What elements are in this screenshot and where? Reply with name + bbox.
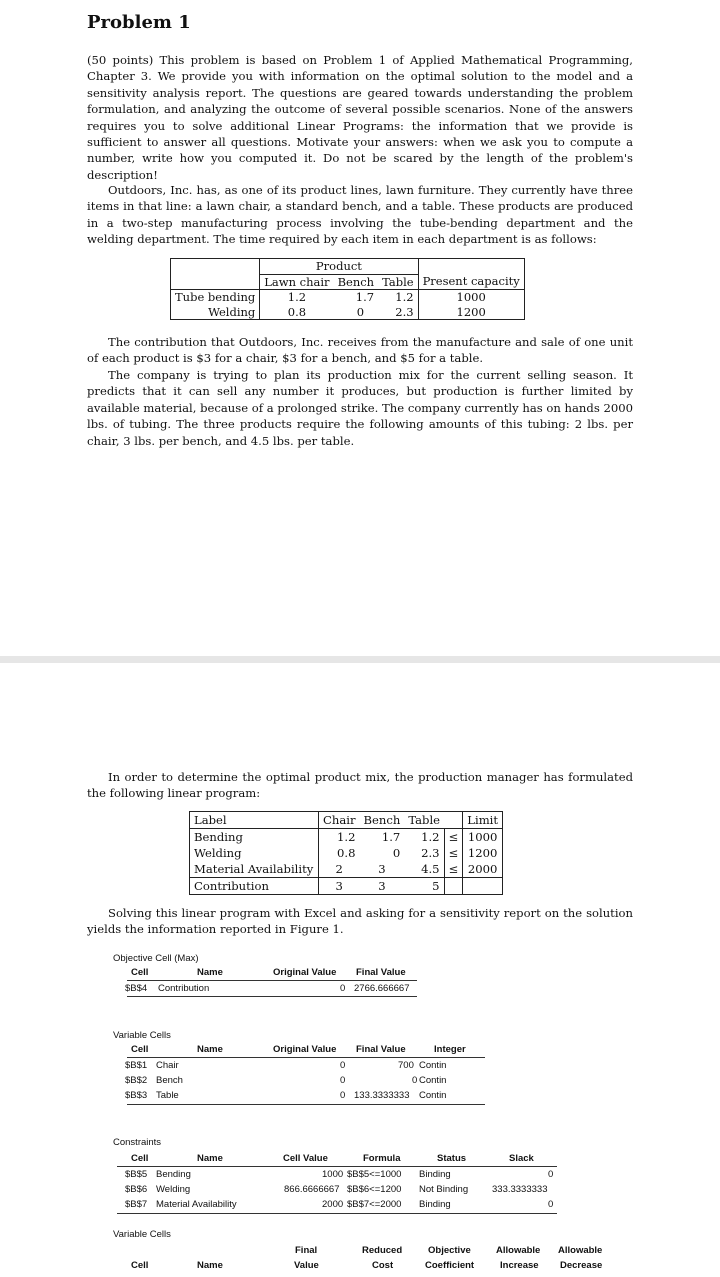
lp-cell: 0.8 <box>337 846 356 860</box>
lp-cell: 1.2 <box>337 830 356 844</box>
con-status: Binding <box>419 1169 451 1180</box>
lp-header-label: Label <box>190 812 319 829</box>
variables2-title: Variable Cells <box>113 1229 171 1240</box>
col-lawn-chair: Lawn chair <box>260 274 334 290</box>
hdr-cost: Cost <box>372 1260 394 1271</box>
con-cell-ref: $B$7 <box>125 1199 148 1210</box>
var-cell-ref: $B$1 <box>125 1060 148 1071</box>
lp-sign: ≤ <box>444 829 463 846</box>
lp-cell: 2.3 <box>421 846 440 860</box>
con-slack: 333.3333333 <box>492 1184 548 1195</box>
row-label: Welding <box>171 305 260 320</box>
lp-row-label: Welding <box>190 845 319 861</box>
objective-name: Contribution <box>158 983 210 994</box>
variable-cells-detail-section <box>113 1229 613 1275</box>
lp-limit: 2000 <box>463 861 503 878</box>
hdr-final-value: Final Value <box>356 1044 406 1055</box>
con-name: Bending <box>156 1169 191 1180</box>
lp-cell: 0 <box>392 846 401 860</box>
objective-original: 0 <box>340 983 346 994</box>
cell-value: 1200 <box>418 305 524 320</box>
hdr-cell: Cell <box>131 1260 149 1271</box>
cell-value: 0.8 <box>260 305 334 320</box>
lp-cell: 1.2 <box>421 830 440 844</box>
cell-value: 1.2 <box>260 290 334 305</box>
hdr-name: Name <box>197 1260 223 1271</box>
hdr-slack: Slack <box>509 1153 534 1164</box>
hdr-coefficient: Coefficient <box>425 1260 475 1271</box>
variable-cells-section <box>113 1030 493 1110</box>
con-cell-ref: $B$5 <box>125 1169 148 1180</box>
lp-cell: 3 <box>360 878 405 895</box>
lp-row-label: Material Availability <box>190 861 319 878</box>
lp-empty <box>444 878 463 895</box>
hdr-cell: Cell <box>131 1153 149 1164</box>
hdr-allowable: Allowable <box>558 1245 603 1256</box>
lp-intro-paragraph: In order to determine the optimal product mix, the production manager has formulated the following linear program: <box>87 770 633 801</box>
con-name: Material Availability <box>156 1199 237 1210</box>
cell-value: 1.2 <box>395 290 414 304</box>
var-original: 0 <box>340 1060 346 1071</box>
hdr-cell: Cell <box>131 1044 149 1055</box>
cell-value: 0 <box>334 305 379 320</box>
lp-sign: ≤ <box>444 861 463 878</box>
lp-header-bench: Bench <box>360 812 405 829</box>
var-integer: Contin <box>419 1090 447 1101</box>
var-final: 133.3333333 <box>354 1090 410 1101</box>
lp-row-label: Bending <box>190 829 319 846</box>
con-slack: 0 <box>548 1199 554 1210</box>
var-final: 700 <box>398 1060 414 1071</box>
objective-cell-ref: $B$4 <box>125 983 148 994</box>
col-capacity: Present capacity <box>418 274 524 290</box>
objective-final: 2766.666667 <box>354 983 410 994</box>
con-formula: $B$6<=1200 <box>347 1184 402 1195</box>
con-cell-value: 866.6666667 <box>284 1184 340 1195</box>
lp-table <box>189 811 503 895</box>
constraints-section <box>113 1137 563 1217</box>
lp-sign: ≤ <box>444 845 463 861</box>
product-time-table <box>170 258 525 320</box>
lp-contribution-label: Contribution <box>190 878 319 895</box>
var-name: Table <box>156 1090 179 1101</box>
hdr-value: Value <box>294 1260 319 1271</box>
hdr-cell-value: Cell Value <box>283 1153 328 1164</box>
con-cell-value: 1000 <box>322 1169 344 1180</box>
solving-paragraph: Solving this linear program with Excel and asking for a sensitivity report on the solution yields the information reported in Figure 1. <box>87 906 633 937</box>
var-original: 0 <box>340 1075 346 1086</box>
hdr-formula: Formula <box>363 1153 401 1164</box>
variables-title: Variable Cells <box>113 1030 171 1041</box>
hdr-allowable: Allowable <box>496 1245 541 1256</box>
var-name: Bench <box>156 1075 183 1086</box>
cell-value: 1000 <box>418 290 524 305</box>
constraints-title: Constraints <box>113 1137 162 1148</box>
hdr-original-value: Original Value <box>273 1044 337 1055</box>
row-label: Tube bending <box>171 290 260 305</box>
var-cell-ref: $B$2 <box>125 1075 148 1086</box>
lp-header-sign <box>444 812 463 829</box>
var-cell-ref: $B$3 <box>125 1090 148 1101</box>
hdr-name: Name <box>197 1044 223 1055</box>
lp-cell: 3 <box>360 861 405 878</box>
hdr-decrease: Decrease <box>560 1260 603 1271</box>
lp-cell: 3 <box>319 878 360 895</box>
intro-paragraph: (50 points) This problem is based on Problem 1 of Applied Mathematical Programming, Chapter 3. We provide you with information on the optimal solution to the model and a sensitivity analysis report. The questions are geared towards understanding the problem formulation, and analyzing the outcome of several possible scenarios. None of the answers requires you to solve additional Linear Programs: the information that we provide is sufficient to answer all questions. Motivate your answers: when we ask you to compute a number, write how you computed it. Do not be scared by the length of the problem's description! <box>87 53 633 182</box>
hdr-name: Name <box>197 1153 223 1164</box>
lp-cell: 5 <box>404 878 444 895</box>
con-cell-ref: $B$6 <box>125 1184 148 1195</box>
con-status: Binding <box>419 1199 451 1210</box>
lp-cell: 2 <box>319 861 360 878</box>
var-original: 0 <box>340 1090 346 1101</box>
objective-title: Objective Cell (Max) <box>113 953 199 964</box>
lp-header-table: Table <box>404 812 444 829</box>
hdr-integer: Integer <box>434 1044 466 1055</box>
hdr-status: Status <box>437 1153 467 1164</box>
objective-cell-section <box>113 953 423 1003</box>
plan-paragraph: The company is trying to plan its production mix for the current selling season. It predicts that it can sell any number it produces, but production is further limited by available material, because of a prolonged strike. The company currently has on hands 2000 lbs. of tubing. The three products require the following amounts of this tubing: 2 lbs. per chair, 3 lbs. per bench, and 4.5 lbs. per table. <box>87 368 633 448</box>
hdr-increase: Increase <box>500 1260 539 1271</box>
cell-value: 1.7 <box>355 290 375 304</box>
hdr-reduced: Reduced <box>362 1245 403 1256</box>
con-status: Not Binding <box>419 1184 469 1195</box>
page-separator <box>0 656 720 663</box>
hdr-final-value: Final Value <box>356 967 406 978</box>
con-name: Welding <box>156 1184 191 1195</box>
contribution-paragraph: The contribution that Outdoors, Inc. receives from the manufacture and sale of one unit of each product is $3 for a chair, $3 for a bench, and $5 for a table. <box>87 335 633 366</box>
lp-header-limit: Limit <box>463 812 503 829</box>
var-name: Chair <box>156 1060 179 1071</box>
outdoors-paragraph: Outdoors, Inc. has, as one of its product lines, lawn furniture. They currently have three items in that line: a lawn chair, a standard bench, and a table. These products are produced in a two-step manufacturing process involving the tube-bending department and the welding department. The time required by each item in each department is as follows: <box>87 183 633 247</box>
lp-cell: 4.5 <box>404 861 444 878</box>
con-formula: $B$7<=2000 <box>347 1199 402 1210</box>
hdr-name: Name <box>197 967 223 978</box>
con-slack: 0 <box>548 1169 554 1180</box>
hdr-objective: Objective <box>428 1245 471 1256</box>
product-group-header: Product <box>260 259 418 275</box>
problem-title: Problem 1 <box>87 12 191 33</box>
hdr-final: Final <box>295 1245 318 1256</box>
col-bench: Bench <box>334 274 379 290</box>
lp-cell: 1.7 <box>381 830 401 844</box>
cell-value: 2.3 <box>378 305 418 320</box>
con-formula: $B$5<=1000 <box>347 1169 402 1180</box>
lp-empty <box>463 878 503 895</box>
lp-limit: 1000 <box>463 829 503 846</box>
hdr-cell: Cell <box>131 967 149 978</box>
var-final: 0 <box>412 1075 418 1086</box>
con-cell-value: 2000 <box>322 1199 344 1210</box>
var-integer: Contin <box>419 1060 447 1071</box>
lp-limit: 1200 <box>463 845 503 861</box>
page-2 <box>0 663 720 1277</box>
var-integer: Contin <box>419 1075 447 1086</box>
col-table: Table <box>378 274 418 290</box>
lp-header-chair: Chair <box>319 812 360 829</box>
hdr-original-value: Original Value <box>273 967 337 978</box>
